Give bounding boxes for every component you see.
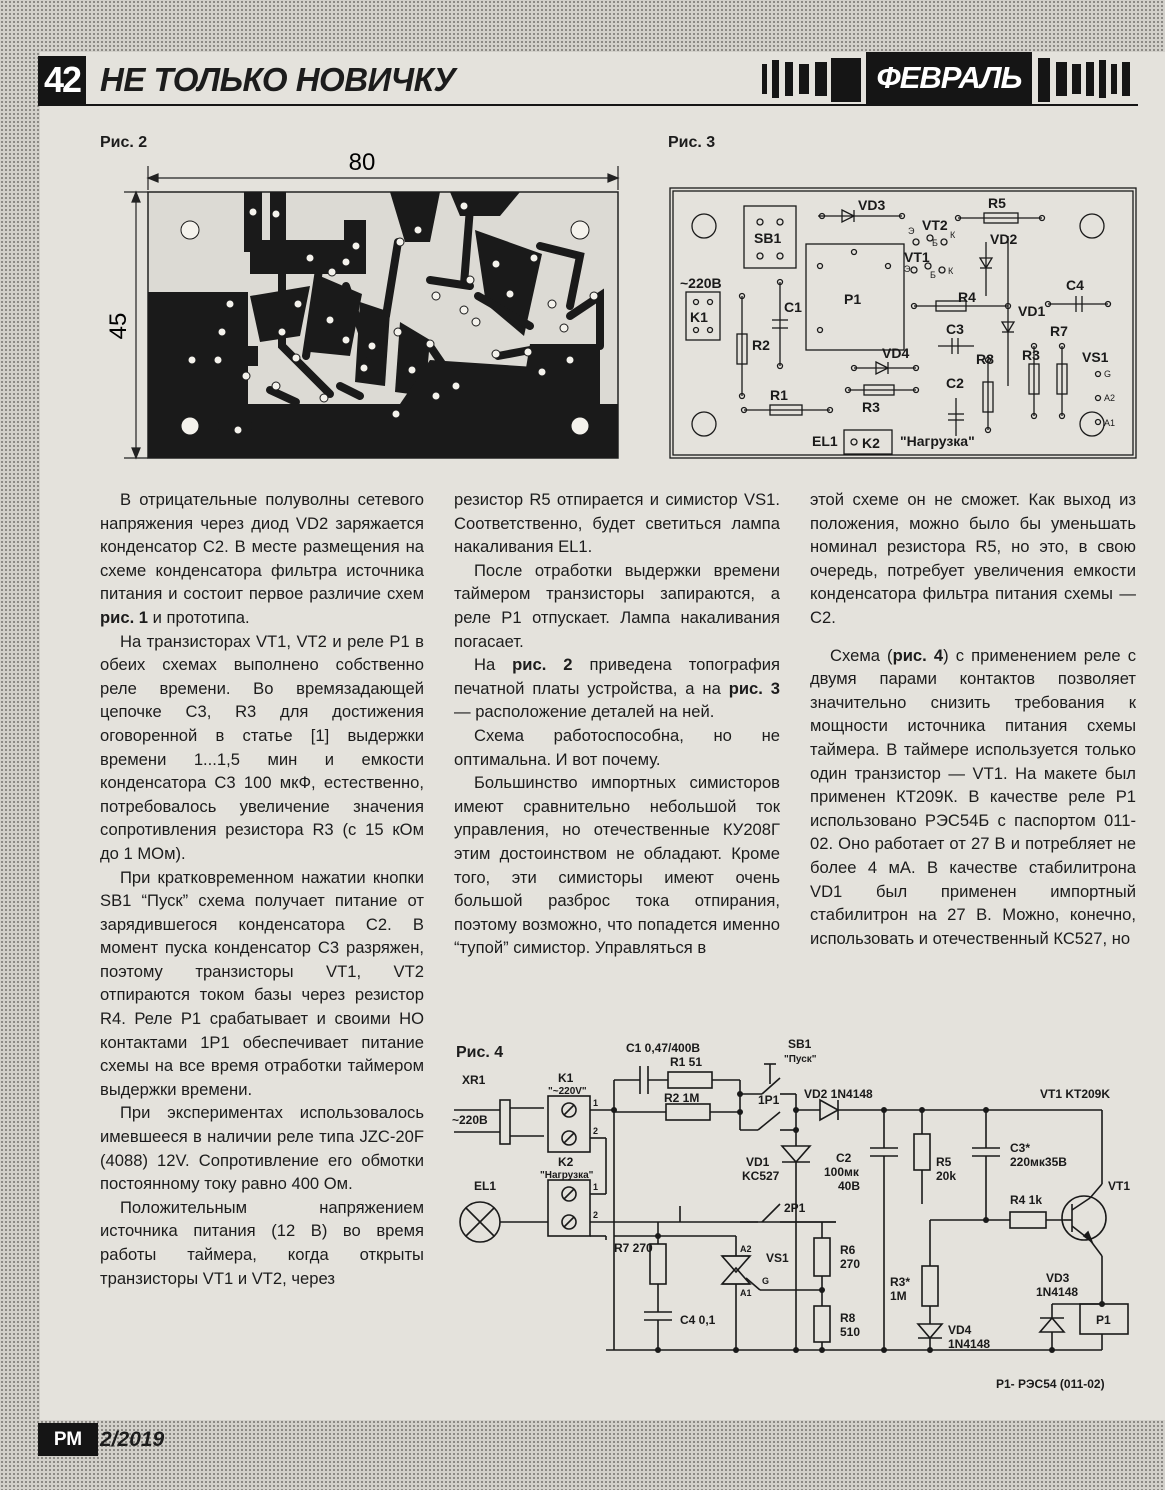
paragraph: Схема (рис. 4) с применением реле с двумя парами контактов позволяет значительно снизить требования к мощности источника питания схемы таймера. В таймере используется только один транзистор — VT1. На макете был применен КТ209К. В качестве реле Р1 использовано РЭС54Б с паспортом 011-02. Оно работает от 27 В и потребляет не более 4 мА. В качестве стабилитрона VD1 был применен импортный стабилитрон на 27 В. Можно, конечно, использовать и отечественный КС527, но xyxy=(810,645,1136,948)
fig4-k1-name: "~220V" xyxy=(548,1086,587,1097)
fig4-sb1-name: "Пуск" xyxy=(784,1054,817,1065)
fig4-vd4: VD4 xyxy=(948,1323,972,1337)
fig4-vt1-title: VT1 KT209K xyxy=(1040,1087,1111,1101)
section-title: НЕ ТОЛЬКО НОВИЧКУ xyxy=(100,61,456,98)
fig4-r7: R7 270 xyxy=(614,1241,653,1255)
fig3-sb1: SB1 xyxy=(754,230,782,246)
paragraph: На транзисторах VT1, VT2 и реле Р1 в обеих схемах выполнено собственно реле времени. Во времязадающей цепочке С3, R3 для достижения оговоренной в статье [1] выдержки времени 1...1,5 мин и емкости конденсатора С3 100 мкФ, естественно, потребовалось увеличение значения сопротивления резистора R3 (с 15 кОм до 1 МОм). xyxy=(100,631,424,863)
fig4-1p1: 1P1 xyxy=(758,1093,780,1107)
fig4-r5-val: 20k xyxy=(936,1169,957,1183)
fig3-pin-k-2: К xyxy=(948,266,954,276)
fig4-r6: R6 xyxy=(840,1243,856,1257)
fig4-vd1: VD1 xyxy=(746,1155,770,1169)
fig3-pin-k-1: К xyxy=(950,230,956,240)
fig3-vs1: VS1 xyxy=(1082,349,1109,365)
fig4-r3: R3* xyxy=(890,1275,911,1289)
fig4-c3: C3* xyxy=(1010,1141,1031,1155)
fig4-xr1: XR1 xyxy=(462,1073,486,1087)
fig4-vs1-a2: A2 xyxy=(740,1244,752,1254)
fig3-r1: R1 xyxy=(770,387,788,403)
fig4-vs1-g: G xyxy=(762,1276,770,1286)
text-column-3 xyxy=(810,488,1136,950)
fig3-pin-b-2: Б xyxy=(930,270,936,280)
fig4-k2: K2 xyxy=(558,1155,574,1169)
fig3-vd2: VD2 xyxy=(990,231,1018,247)
fig2-dim-height: 45 xyxy=(105,312,132,340)
fig4-c2: C2 xyxy=(836,1151,852,1165)
fig3-c2: C2 xyxy=(946,375,964,391)
fig4-k2-pin1: 1 xyxy=(593,1182,599,1192)
fig4-r3-val: 1M xyxy=(890,1289,907,1303)
fig4-vs1: VS1 xyxy=(766,1251,789,1265)
fig3-vd1: VD1 xyxy=(1018,303,1046,319)
page-number: 42 xyxy=(38,56,86,104)
month-label: ФЕВРАЛЬ xyxy=(866,52,1032,104)
text-column-2 xyxy=(454,488,780,960)
fig3-parts-layout xyxy=(668,186,1140,462)
header-rule xyxy=(38,104,1138,106)
fig3-el1: EL1 xyxy=(812,433,838,449)
bottom-halftone-band xyxy=(0,1420,1165,1490)
top-halftone-band xyxy=(0,0,1165,52)
fig4-r6-val: 270 xyxy=(840,1257,861,1271)
fig4-c1: C1 0,47/400B xyxy=(626,1041,701,1055)
paragraph: Схема работоспособна, но не оптимальна. И вот почему. xyxy=(454,725,780,769)
fig4-k1-pin1: 1 xyxy=(593,1098,599,1108)
fig3-load: "Нагрузка" xyxy=(900,433,975,449)
fig3-pin-g: G xyxy=(1104,369,1112,379)
fig4-k2-pin2: 2 xyxy=(593,1210,599,1220)
fig3-pin-a2: A2 xyxy=(1104,393,1116,403)
fig3-r3-a: R3 xyxy=(1022,347,1040,363)
paragraph: После отработки выдержки времени таймером транзисторы запираются, а реле Р1 отпускает. Лампа накаливания погасает. xyxy=(454,560,780,651)
fig4-k1: K1 xyxy=(558,1071,574,1085)
fig4-r2: R2 1M xyxy=(664,1091,700,1105)
fig4-c3-val: 220мк35B xyxy=(1010,1155,1067,1169)
paragraph: Большинство импортных симисторов имеют сравнительно небольшой ток управления, но отечественные КУ208Г этим достоинством не обладают. Кроме того, эти симисторы имеют очень большой разброс тока отпирания, поэтому возможно, что попадется именно “тупой” симистор. Управляться в xyxy=(454,773,780,958)
fig4-vd2: VD2 1N4148 xyxy=(804,1087,873,1101)
left-halftone-band xyxy=(0,52,40,1420)
fig3-c1: C1 xyxy=(784,299,802,315)
fig2-label: Рис. 2 xyxy=(100,134,148,151)
fig4-k2-name: "Нагрузка" xyxy=(540,1170,594,1181)
fig3-r8: R8 xyxy=(976,351,994,367)
fig4-sb1: SB1 xyxy=(788,1037,812,1051)
fig3-r2: R2 xyxy=(752,337,770,353)
fig4-r5: R5 xyxy=(936,1155,952,1169)
paragraph: При кратковременном нажатии кнопки SB1 “Пуск” схема получает питание от зарядившегося конденсатора С2. В момент пуска конденсатор С3 разряжен, поэтому транзисторы VT1, VT2 отпираются током базы через резистор R4. Реле Р1 срабатывает и своими НО контактами 1Р1 обеспечивает питание схемы на все время отработки таймером выдержки времени. xyxy=(100,867,424,1099)
fig3-pin-a1: A1 xyxy=(1104,418,1116,428)
footer-magazine-code: РМ xyxy=(38,1423,98,1456)
fig3-r3-b: R3 xyxy=(862,399,880,415)
fig4-relay-note: P1- РЭС54 (011-02) xyxy=(996,1377,1105,1391)
paragraph: На рис. 2 приведена топография печатной платы устройства, а на рис. 3 — расположение деталей на ней. xyxy=(454,655,781,722)
fig4-2p1: 2P1 xyxy=(784,1201,806,1215)
fig3-pin-e-1: Э xyxy=(908,226,915,236)
fig4-schematic xyxy=(440,1034,1140,1396)
paragraph: В отрицательные полуволны сетевого напряжения через диод VD2 заряжается конденсатор С2. В месте размещения на схеме конденсатора фильтра источника питания и состоит первое различие схем рис. 1 и прототипа. xyxy=(100,490,424,627)
text-column-1 xyxy=(100,488,424,1290)
fig3-pin-e-2: Э xyxy=(904,264,911,274)
fig4-r4: R4 1k xyxy=(1010,1193,1043,1207)
fig4-el1: EL1 xyxy=(474,1179,497,1193)
fig4-label: Рис. 4 xyxy=(456,1044,504,1061)
fig4-vd4-type: 1N4148 xyxy=(948,1337,991,1351)
fig4-c4: C4 0,1 xyxy=(680,1313,716,1327)
fig4-vd3: VD3 xyxy=(1046,1271,1070,1285)
fig4-vd3-type: 1N4148 xyxy=(1036,1285,1079,1299)
fig3-r7: R7 xyxy=(1050,323,1068,339)
paragraph: Положительным напряжением источника питания (12 В) во время работы таймера, когда открыты транзисторы VT1 и VT2, через xyxy=(100,1197,424,1288)
fig4-k1-pin2: 2 xyxy=(593,1126,599,1136)
fig2-pcb-drawing xyxy=(100,146,640,476)
fig3-vt1: VT1 xyxy=(904,249,930,265)
paragraph: этой схеме он не сможет. Как выход из положения, можно было бы уменьшать номинал резистора R5, но это, в свою очередь, потребует увеличения емкости конденсатора фильтра питания схемы — С2. xyxy=(810,490,1136,627)
fig3-label: Рис. 3 xyxy=(668,134,716,151)
fig3-r4: R4 xyxy=(958,289,976,305)
fig3-k1: K1 xyxy=(690,309,708,325)
paragraph: резистор R5 отпирается и симистор VS1. Соответственно, будет светиться лампа накаливания EL1. xyxy=(454,490,780,557)
fig3-vd4: VD4 xyxy=(882,345,910,361)
paragraph: При экспериментах использовалось имевшееся в наличии реле типа JZC-20F (4088) 12V. Сопротивление его обмотки постоянному току равно 400 Ом. xyxy=(100,1103,424,1194)
fig3-pin-b-1: Б xyxy=(932,238,938,248)
fig4-r1: R1 51 xyxy=(670,1055,703,1069)
fig4-vd1-type: KC527 xyxy=(742,1169,780,1183)
fig3-vt2: VT2 xyxy=(922,217,948,233)
fig4-r8-val: 510 xyxy=(840,1325,861,1339)
fig4-vt1: VT1 xyxy=(1108,1179,1131,1193)
fig3-mains: ~220B xyxy=(680,275,722,291)
footer-issue: 2/2019 xyxy=(100,1428,165,1451)
fig4-c2-volt: 40B xyxy=(838,1179,861,1193)
fig3-r5: R5 xyxy=(988,195,1006,211)
fig4-mains: ~220B xyxy=(452,1113,488,1127)
fig4-p1: P1 xyxy=(1096,1313,1111,1327)
fig4-c2-val: 100мк xyxy=(824,1165,859,1179)
fig3-k2: K2 xyxy=(862,435,880,451)
fig3-vd3: VD3 xyxy=(858,197,886,213)
fig3-c4: C4 xyxy=(1066,277,1084,293)
fig4-r8: R8 xyxy=(840,1311,856,1325)
fig2-dim-width: 80 xyxy=(348,149,376,176)
fig4-vs1-a1: A1 xyxy=(740,1288,752,1298)
fig3-c3: C3 xyxy=(946,321,964,337)
fig3-p1: P1 xyxy=(844,291,862,307)
